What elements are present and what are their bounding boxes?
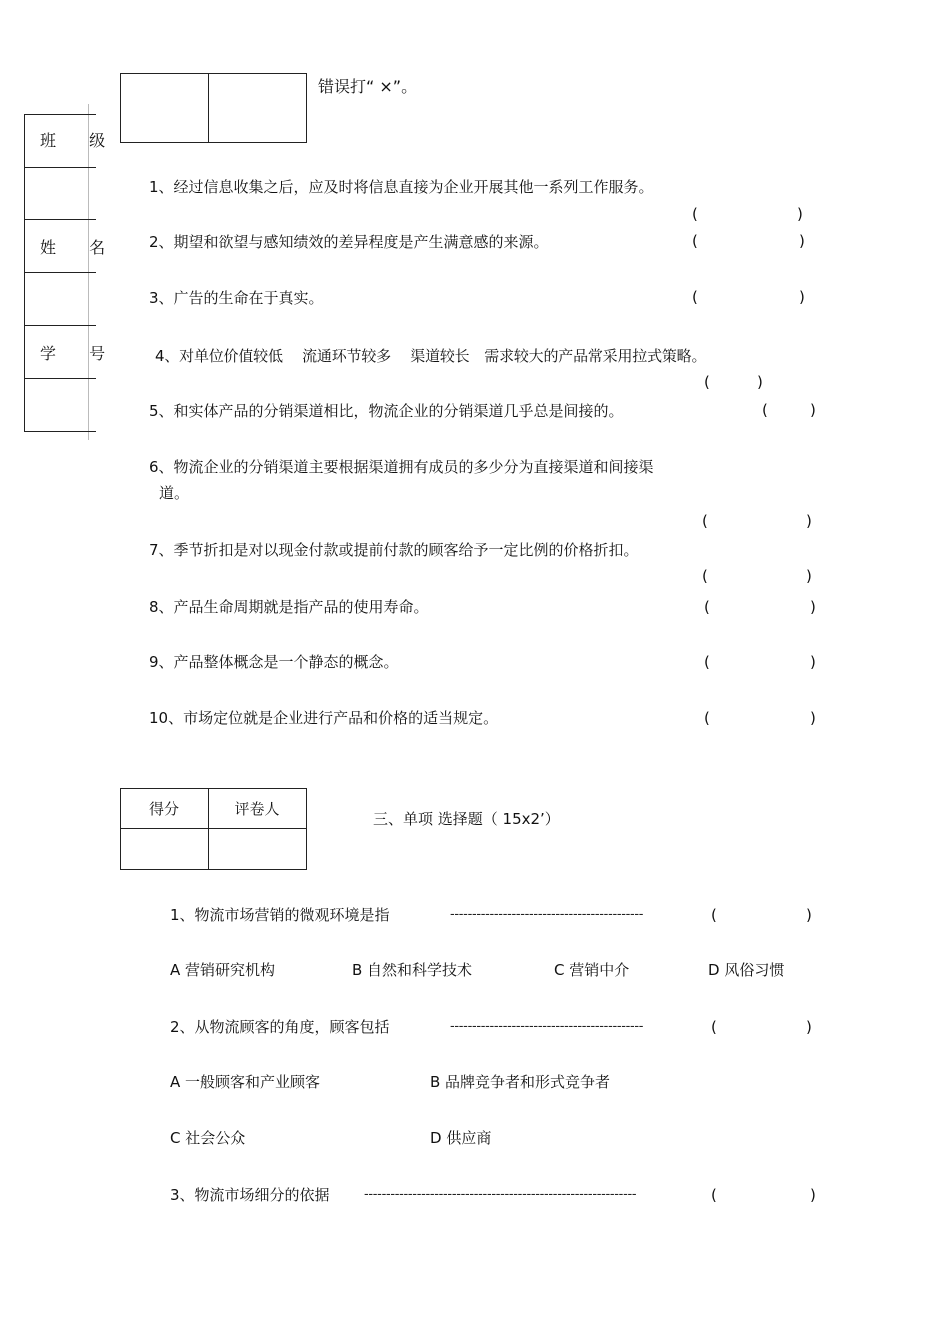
answer-paren-open: ( xyxy=(711,1018,717,1036)
mc-question-2: 2、从物流顾客的角度，顾客包括 xyxy=(170,1018,390,1036)
answer-paren-close: ) xyxy=(810,709,816,727)
name-label: 姓 名 xyxy=(40,238,120,257)
panel-rule xyxy=(24,219,96,220)
mc-q1-option-a: A 营销研究机构 xyxy=(170,961,276,979)
answer-paren-close: ) xyxy=(806,906,812,924)
answer-paren-close: ) xyxy=(810,401,816,419)
answer-paren-close: ) xyxy=(810,598,816,616)
mc-q1-option-c: C 营销中介 xyxy=(554,961,630,979)
answer-paren-open: ( xyxy=(711,1186,717,1204)
answer-paren-close: ) xyxy=(806,567,812,585)
tf-question-9: 9、产品整体概念是一个静态的概念。 xyxy=(149,653,399,671)
student-id-label: 学 号 xyxy=(40,344,120,363)
panel-rule xyxy=(24,431,96,432)
mc-q2-option-c: C 社会公众 xyxy=(170,1129,246,1147)
tf-question-6: 6、物流企业的分销渠道主要根据渠道拥有成员的多少分为直接渠道和间接渠 xyxy=(149,458,654,476)
top-score-box-divider xyxy=(208,73,209,143)
mc-q2-option-b: B 品牌竞争者和形式竞争者 xyxy=(430,1073,611,1091)
answer-paren-open: ( xyxy=(692,232,698,250)
answer-paren-open: ( xyxy=(711,906,717,924)
tf-question-7: 7、季节折扣是对以现金付款或提前付款的顾客给予一定比例的价格折扣。 xyxy=(149,541,639,559)
grader-header: 评卷人 xyxy=(234,800,280,818)
tf-question-6-continued: 道。 xyxy=(159,484,190,502)
answer-paren-close: ) xyxy=(757,373,763,391)
answer-paren-open: ( xyxy=(692,205,698,223)
tf-question-3: 3、广告的生命在于真实。 xyxy=(149,289,324,307)
answer-paren-open: ( xyxy=(762,401,768,419)
top-score-box xyxy=(120,73,307,143)
answer-paren-open: ( xyxy=(704,709,710,727)
tf-question-10: 10、市场定位就是企业进行产品和价格的适当规定。 xyxy=(149,709,499,727)
answer-paren-close: ) xyxy=(799,288,805,306)
panel-rule xyxy=(24,325,96,326)
panel-left-border xyxy=(24,114,25,432)
answer-dash-line: -------------------------------------------------------------- xyxy=(364,1187,637,1202)
panel-rule xyxy=(24,272,96,273)
mc-question-3: 3、物流市场细分的依据 xyxy=(170,1186,330,1204)
answer-paren-open: ( xyxy=(704,373,710,391)
panel-rule xyxy=(24,378,96,379)
answer-paren-open: ( xyxy=(692,288,698,306)
answer-paren-open: ( xyxy=(704,598,710,616)
score-table-rule xyxy=(120,828,307,829)
answer-paren-open: ( xyxy=(702,567,708,585)
tf-question-8: 8、产品生命周期就是指产品的使用寿命。 xyxy=(149,598,429,616)
answer-paren-open: ( xyxy=(704,653,710,671)
answer-paren-close: ) xyxy=(806,512,812,530)
panel-rule xyxy=(24,167,96,168)
answer-paren-close: ) xyxy=(799,232,805,250)
class-label: 班 级 xyxy=(40,131,120,150)
answer-paren-open: ( xyxy=(702,512,708,530)
score-header: 得分 xyxy=(148,800,179,818)
panel-rule xyxy=(24,114,96,115)
mc-section-title: 三、单项 选择题（ 15x2’） xyxy=(373,810,560,828)
mc-q1-option-d: D 风俗习惯 xyxy=(708,961,785,979)
mc-q2-option-d: D 供应商 xyxy=(430,1129,492,1147)
tf-question-2: 2、期望和欲望与感知绩效的差异程度是产生满意感的来源。 xyxy=(149,233,549,251)
mc-question-1: 1、物流市场营销的微观环境是指 xyxy=(170,906,390,924)
tf-instruction: 错误打“ ×”。 xyxy=(318,77,418,96)
tf-question-5: 5、和实体产品的分销渠道相比，物流企业的分销渠道几乎总是间接的。 xyxy=(149,402,624,420)
answer-dash-line: -------------------------------------------- xyxy=(450,907,644,922)
tf-question-4: 4、对单位价值较低 流通环节较多 渠道较长 需求较大的产品常采用拉式策略。 xyxy=(155,347,707,365)
answer-paren-close: ) xyxy=(810,1186,816,1204)
answer-paren-close: ) xyxy=(806,1018,812,1036)
answer-dash-line: -------------------------------------------- xyxy=(450,1019,644,1034)
tf-question-1: 1、经过信息收集之后，应及时将信息直接为企业开展其他一系列工作服务。 xyxy=(149,178,654,196)
mc-q2-option-a: A 一般顾客和产业顾客 xyxy=(170,1073,321,1091)
mc-q1-option-b: B 自然和科学技术 xyxy=(352,961,473,979)
answer-paren-close: ) xyxy=(797,205,803,223)
answer-paren-close: ) xyxy=(810,653,816,671)
